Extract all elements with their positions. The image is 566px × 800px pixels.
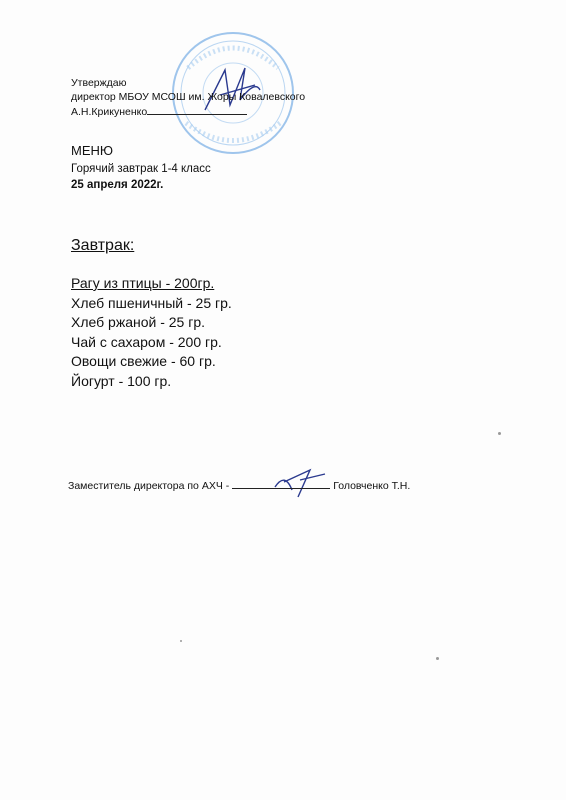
approval-line-2: директор МБОУ МСОШ им. Жоры Ковалевского — [71, 91, 306, 103]
footer-name: Головченко Т.Н. — [333, 480, 411, 492]
list-item: Чай с сахаром - 200 гр. — [71, 333, 222, 350]
list-item: Овощи свежие - 60 гр. — [71, 353, 216, 369]
scan-speck — [498, 432, 501, 435]
meal-heading: Завтрак: — [71, 237, 135, 254]
approval-line-1: Утверждаю — [71, 77, 127, 89]
scan-speck — [436, 657, 439, 660]
list-item: Рагу из птицы - 200гр. — [71, 275, 215, 291]
list-item: Хлеб пшеничный - 25 гр. — [71, 294, 232, 311]
meal-items-list — [71, 274, 232, 391]
approval-block — [71, 76, 305, 119]
signature-line — [232, 478, 330, 489]
scan-speck — [180, 640, 182, 642]
menu-subtitle: Горячий завтрак 1-4 класс — [71, 163, 211, 175]
list-item: Хлеб ржаной - 25 гр. — [71, 314, 206, 330]
menu-title: МЕНЮ — [71, 143, 114, 158]
list-item: Йогурт - 100 гр. — [71, 372, 172, 389]
footer-signature-line — [68, 478, 410, 492]
approval-line-3: А.Н.Крикуненко — [71, 106, 148, 118]
footer-position: Заместитель директора по АХЧ - — [68, 480, 230, 492]
signature-line — [147, 104, 247, 115]
menu-date: 25 апреля 2022г. — [71, 179, 164, 191]
